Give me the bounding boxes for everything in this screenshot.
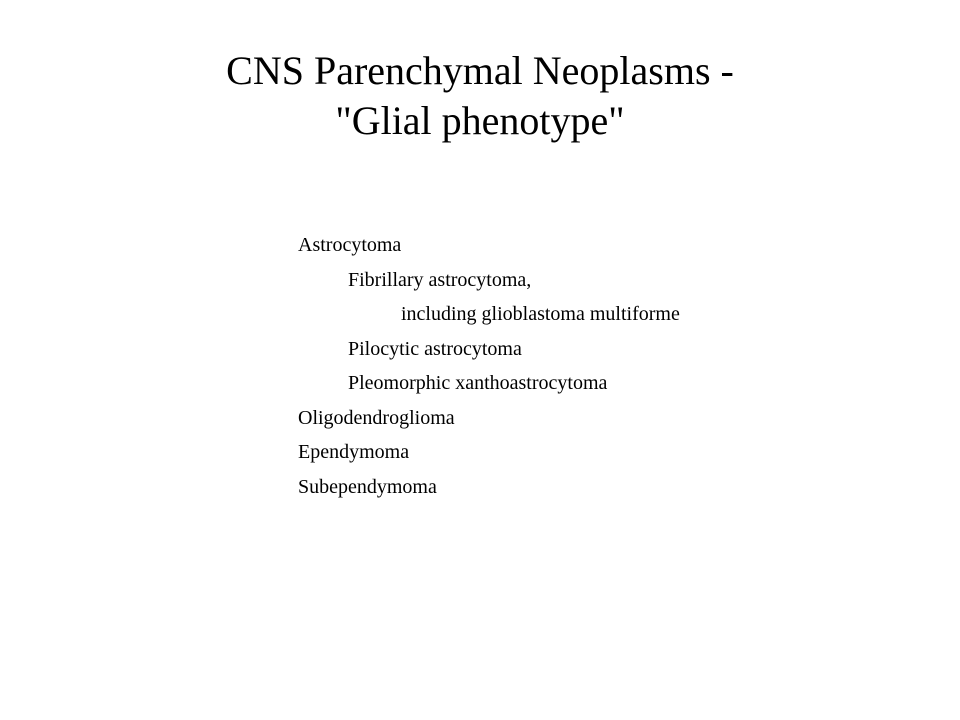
outline-list xyxy=(298,228,680,504)
outline-item-glioblastoma: including glioblastoma multiforme xyxy=(401,303,680,325)
outline-item-pilocytic-astrocytoma: Pilocytic astrocytoma xyxy=(348,337,522,360)
title-line-2: "Glial phenotype" xyxy=(335,98,625,143)
outline-item-subependymoma: Subependymoma xyxy=(298,475,437,498)
outline-item-pleomorphic-xanthoastrocytoma: Pleomorphic xanthoastrocytoma xyxy=(348,372,608,394)
slide-title xyxy=(0,46,960,146)
outline-item-ependymoma: Ependymoma xyxy=(298,441,410,463)
outline-item-fibrillary-astrocytoma: Fibrillary astrocytoma, xyxy=(348,268,532,291)
title-line-1: CNS Parenchymal Neoplasms - xyxy=(226,48,734,93)
outline-item-oligodendroglioma: Oligodendroglioma xyxy=(298,406,455,429)
outline-item-astrocytoma: Astrocytoma xyxy=(298,234,402,256)
